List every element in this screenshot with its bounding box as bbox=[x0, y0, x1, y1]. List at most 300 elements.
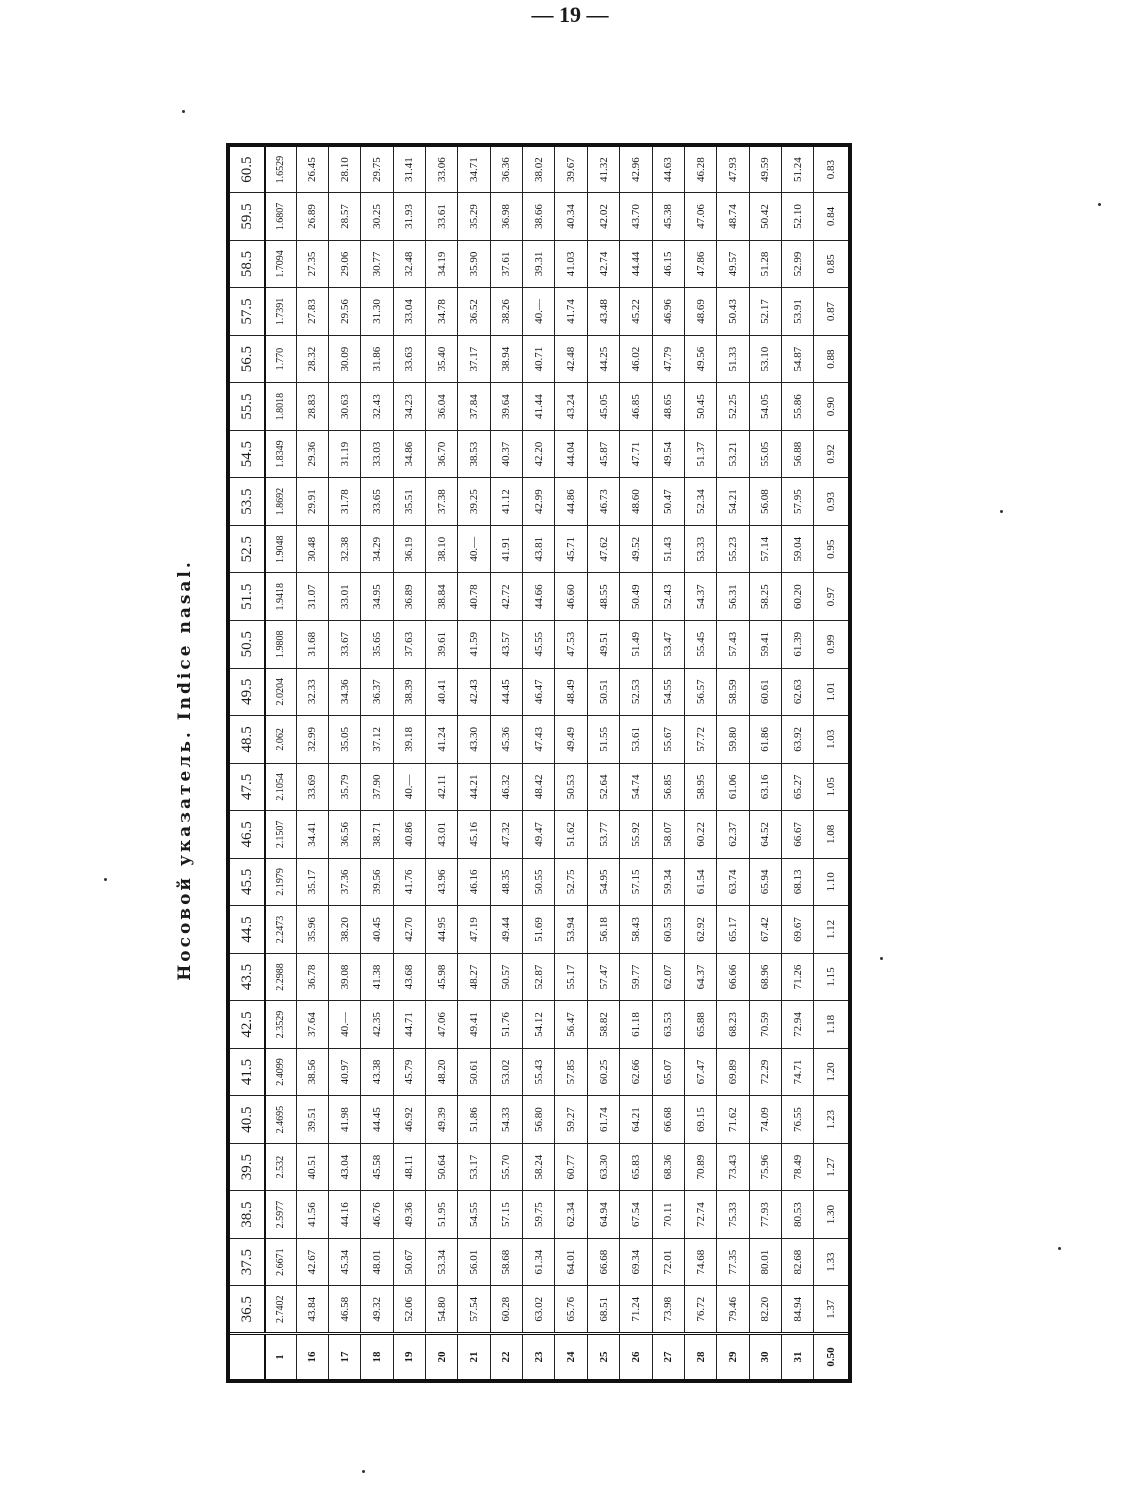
table-cell: 26.45 bbox=[296, 145, 328, 193]
table-cell: 1.8349 bbox=[265, 430, 296, 478]
table-cell: 57.95 bbox=[782, 478, 814, 526]
table-row bbox=[490, 145, 522, 1381]
table-cell: 37.64 bbox=[296, 1001, 328, 1049]
table-cell: 63.16 bbox=[749, 763, 781, 811]
table-cell: 49.51 bbox=[587, 621, 619, 669]
table-cell: 75.96 bbox=[749, 1143, 781, 1191]
table-cell: 39.67 bbox=[555, 145, 587, 193]
table-row bbox=[328, 145, 360, 1381]
row-label: 31 bbox=[782, 1333, 814, 1381]
table-cell: 45.87 bbox=[587, 430, 619, 478]
table-cell: 53.33 bbox=[684, 525, 716, 573]
table-cell: 44.45 bbox=[490, 668, 522, 716]
table-cell: 36.52 bbox=[458, 288, 490, 336]
table-cell: 61.18 bbox=[620, 1001, 652, 1049]
table-cell: 2.2473 bbox=[265, 906, 296, 954]
table-cell: 49.52 bbox=[620, 525, 652, 573]
table-cell: 42.43 bbox=[458, 668, 490, 716]
table-cell: 46.15 bbox=[652, 240, 684, 288]
table-cell: 60.22 bbox=[684, 811, 716, 859]
table-cell: 37.90 bbox=[361, 763, 393, 811]
table-cell: 55.86 bbox=[782, 383, 814, 431]
table-cell: 48.55 bbox=[587, 573, 619, 621]
row-label: 17 bbox=[328, 1333, 360, 1381]
table-cell: 27.35 bbox=[296, 240, 328, 288]
table-cell: 40.— bbox=[328, 1001, 360, 1049]
table-cell: 31.78 bbox=[328, 478, 360, 526]
table-cell: 43.70 bbox=[620, 193, 652, 241]
table-cell: 33.65 bbox=[361, 478, 393, 526]
column-header: 50.5 bbox=[228, 621, 265, 669]
column-header: 46.5 bbox=[228, 811, 265, 859]
table-cell: 31.30 bbox=[361, 288, 393, 336]
table-cell: 51.24 bbox=[782, 145, 814, 193]
speck-mark bbox=[362, 1470, 365, 1473]
table-cell: 0.85 bbox=[814, 240, 850, 288]
table-cell: 29.75 bbox=[361, 145, 393, 193]
table-cell: 51.69 bbox=[523, 906, 555, 954]
table-cell: 66.68 bbox=[587, 1238, 619, 1286]
table-cell: 2.4099 bbox=[265, 1048, 296, 1096]
table-cell: 53.91 bbox=[782, 288, 814, 336]
table-cell: 46.58 bbox=[328, 1286, 360, 1334]
table-cell: 66.66 bbox=[717, 953, 749, 1001]
table-cell: 46.28 bbox=[684, 145, 716, 193]
table-cell: 50.42 bbox=[749, 193, 781, 241]
table-cell: 76.72 bbox=[684, 1286, 716, 1334]
nasal-index-table bbox=[226, 143, 852, 1383]
row-label: 16 bbox=[296, 1333, 328, 1381]
table-cell: 50.51 bbox=[587, 668, 619, 716]
table-cell: 35.40 bbox=[426, 335, 458, 383]
table-cell: 48.11 bbox=[393, 1143, 425, 1191]
table-cell: 65.07 bbox=[652, 1048, 684, 1096]
table-body bbox=[265, 145, 850, 1381]
table-cell: 57.85 bbox=[555, 1048, 587, 1096]
table-cell: 77.93 bbox=[749, 1191, 781, 1239]
table-cell: 65.17 bbox=[717, 906, 749, 954]
table-cell: 55.43 bbox=[523, 1048, 555, 1096]
table-cell: 46.02 bbox=[620, 335, 652, 383]
table-cell: 1.05 bbox=[814, 763, 850, 811]
table-cell: 44.44 bbox=[620, 240, 652, 288]
table-cell: 56.57 bbox=[684, 668, 716, 716]
table-cell: 34.19 bbox=[426, 240, 458, 288]
table-cell: 30.48 bbox=[296, 525, 328, 573]
table-cell: 68.23 bbox=[717, 1001, 749, 1049]
table-cell: 52.10 bbox=[782, 193, 814, 241]
table-cell: 41.59 bbox=[458, 621, 490, 669]
table-cell: 34.41 bbox=[296, 811, 328, 859]
table-cell: 65.94 bbox=[749, 858, 781, 906]
speck-mark bbox=[104, 878, 107, 881]
table-cell: 59.34 bbox=[652, 858, 684, 906]
table-cell: 36.36 bbox=[490, 145, 522, 193]
table-cell: 53.77 bbox=[587, 811, 619, 859]
table-cell: 34.23 bbox=[393, 383, 425, 431]
table-cell: 48.20 bbox=[426, 1048, 458, 1096]
speck-mark bbox=[182, 110, 185, 113]
table-cell: 52.25 bbox=[717, 383, 749, 431]
table-cell: 74.71 bbox=[782, 1048, 814, 1096]
table-cell: 62.92 bbox=[684, 906, 716, 954]
table-cell: 51.49 bbox=[620, 621, 652, 669]
table-cell: 0.92 bbox=[814, 430, 850, 478]
table-cell: 53.10 bbox=[749, 335, 781, 383]
row-label: 29 bbox=[717, 1333, 749, 1381]
table-cell: 59.80 bbox=[717, 716, 749, 764]
table-cell: 30.63 bbox=[328, 383, 360, 431]
table-cell: 56.80 bbox=[523, 1096, 555, 1144]
table-row bbox=[749, 145, 781, 1381]
table-cell: 2.2988 bbox=[265, 953, 296, 1001]
column-header: 38.5 bbox=[228, 1191, 265, 1239]
table-cell: 47.06 bbox=[426, 1001, 458, 1049]
table-cell: 57.54 bbox=[458, 1286, 490, 1334]
column-header: 39.5 bbox=[228, 1143, 265, 1191]
table-cell: 35.65 bbox=[361, 621, 393, 669]
table-cell: 50.55 bbox=[523, 858, 555, 906]
table-cell: 2.3529 bbox=[265, 1001, 296, 1049]
table-cell: 38.39 bbox=[393, 668, 425, 716]
column-header: 59.5 bbox=[228, 193, 265, 241]
row-label: 27 bbox=[652, 1333, 684, 1381]
table-cell: 55.45 bbox=[684, 621, 716, 669]
table-cell: 54.80 bbox=[426, 1286, 458, 1334]
table-cell: 47.86 bbox=[684, 240, 716, 288]
column-header: 42.5 bbox=[228, 1001, 265, 1049]
table-cell: 53.47 bbox=[652, 621, 684, 669]
table-cell: 70.11 bbox=[652, 1191, 684, 1239]
table-cell: 52.87 bbox=[523, 953, 555, 1001]
table-cell: 58.59 bbox=[717, 668, 749, 716]
table-cell: 50.43 bbox=[717, 288, 749, 336]
page-title: Носовой указатель. Indice nasal. bbox=[175, 559, 195, 981]
table-cell: 35.29 bbox=[458, 193, 490, 241]
table-cell: 68.36 bbox=[652, 1143, 684, 1191]
table-cell: 67.54 bbox=[620, 1191, 652, 1239]
table-cell: 69.67 bbox=[782, 906, 814, 954]
table-cell: 1.8692 bbox=[265, 478, 296, 526]
table-cell: 34.36 bbox=[328, 668, 360, 716]
table-cell: 2.6671 bbox=[265, 1238, 296, 1286]
table-cell: 32.48 bbox=[393, 240, 425, 288]
table-cell: 74.09 bbox=[749, 1096, 781, 1144]
speck-mark bbox=[880, 957, 883, 960]
table-cell: 57.15 bbox=[490, 1191, 522, 1239]
table-cell: 1.8018 bbox=[265, 383, 296, 431]
table-cell: 44.21 bbox=[458, 763, 490, 811]
table-cell: 58.68 bbox=[490, 1238, 522, 1286]
table-cell: 52.64 bbox=[587, 763, 619, 811]
column-header: 57.5 bbox=[228, 288, 265, 336]
table-cell: 63.53 bbox=[652, 1001, 684, 1049]
table-cell: 58.43 bbox=[620, 906, 652, 954]
table-cell: 51.55 bbox=[587, 716, 619, 764]
page-number: — 19 — bbox=[531, 2, 609, 27]
table-cell: 44.16 bbox=[328, 1191, 360, 1239]
table-cell: 0.97 bbox=[814, 573, 850, 621]
table-cell: 78.49 bbox=[782, 1143, 814, 1191]
table-cell: 29.91 bbox=[296, 478, 328, 526]
table-cell: 41.76 bbox=[393, 858, 425, 906]
column-header: 51.5 bbox=[228, 573, 265, 621]
table-cell: 45.38 bbox=[652, 193, 684, 241]
table-cell: 36.70 bbox=[426, 430, 458, 478]
table-cell: 47.43 bbox=[523, 716, 555, 764]
table-frame bbox=[226, 143, 852, 1383]
table-cell: 41.12 bbox=[490, 478, 522, 526]
table-cell: 45.98 bbox=[426, 953, 458, 1001]
table-cell: 63.02 bbox=[523, 1286, 555, 1334]
table-cell: 48.42 bbox=[523, 763, 555, 811]
table-cell: 45.34 bbox=[328, 1238, 360, 1286]
table-cell: 47.93 bbox=[717, 145, 749, 193]
table-cell: 51.33 bbox=[717, 335, 749, 383]
column-header: 44.5 bbox=[228, 906, 265, 954]
table-cell: 74.68 bbox=[684, 1238, 716, 1286]
table-cell: 44.45 bbox=[361, 1096, 393, 1144]
table-cell: 54.21 bbox=[717, 478, 749, 526]
table-cell: 63.74 bbox=[717, 858, 749, 906]
table-cell: 68.51 bbox=[587, 1286, 619, 1334]
table-cell: 1.9048 bbox=[265, 525, 296, 573]
table-cell: 64.01 bbox=[555, 1238, 587, 1286]
column-header: 48.5 bbox=[228, 716, 265, 764]
table-cell: 34.95 bbox=[361, 573, 393, 621]
table-cell: 51.28 bbox=[749, 240, 781, 288]
table-cell: 40.86 bbox=[393, 811, 425, 859]
column-header: 40.5 bbox=[228, 1096, 265, 1144]
table-cell: 69.89 bbox=[717, 1048, 749, 1096]
table-cell: 55.70 bbox=[490, 1143, 522, 1191]
table-row bbox=[555, 145, 587, 1381]
table-cell: 44.04 bbox=[555, 430, 587, 478]
table-cell: 48.01 bbox=[361, 1238, 393, 1286]
table-cell: 48.65 bbox=[652, 383, 684, 431]
table-cell: 72.74 bbox=[684, 1191, 716, 1239]
table-cell: 48.74 bbox=[717, 193, 749, 241]
table-cell: 1.18 bbox=[814, 1001, 850, 1049]
column-header: 54.5 bbox=[228, 430, 265, 478]
table-cell: 28.57 bbox=[328, 193, 360, 241]
table-cell: 62.07 bbox=[652, 953, 684, 1001]
table-cell: 49.56 bbox=[684, 335, 716, 383]
table-cell: 72.29 bbox=[749, 1048, 781, 1096]
table-cell: 37.61 bbox=[490, 240, 522, 288]
table-cell: 31.86 bbox=[361, 335, 393, 383]
table-row bbox=[426, 145, 458, 1381]
table-cell: 56.47 bbox=[555, 1001, 587, 1049]
table-cell: 55.17 bbox=[555, 953, 587, 1001]
table-cell: 2.0204 bbox=[265, 668, 296, 716]
table-cell: 82.20 bbox=[749, 1286, 781, 1334]
table-cell: 44.71 bbox=[393, 1001, 425, 1049]
table-cell: 52.34 bbox=[684, 478, 716, 526]
table-cell: 42.35 bbox=[361, 1001, 393, 1049]
table-cell: 50.49 bbox=[620, 573, 652, 621]
table-cell: 59.41 bbox=[749, 621, 781, 669]
table-cell: 65.76 bbox=[555, 1286, 587, 1334]
table-cell: 59.75 bbox=[523, 1191, 555, 1239]
table-cell: 70.59 bbox=[749, 1001, 781, 1049]
table-cell: 73.43 bbox=[717, 1143, 749, 1191]
table-cell: 51.76 bbox=[490, 1001, 522, 1049]
column-header: 47.5 bbox=[228, 763, 265, 811]
column-header: 37.5 bbox=[228, 1238, 265, 1286]
table-cell: 64.52 bbox=[749, 811, 781, 859]
table-cell: 54.95 bbox=[587, 858, 619, 906]
table-cell: 59.27 bbox=[555, 1096, 587, 1144]
table-cell: 61.39 bbox=[782, 621, 814, 669]
table-cell: 1.15 bbox=[814, 953, 850, 1001]
table-cell: 50.47 bbox=[652, 478, 684, 526]
column-header: 58.5 bbox=[228, 240, 265, 288]
table-cell: 1.20 bbox=[814, 1048, 850, 1096]
table-cell: 46.60 bbox=[555, 573, 587, 621]
table-cell: 49.47 bbox=[523, 811, 555, 859]
table-cell: 39.25 bbox=[458, 478, 490, 526]
table-cell: 36.89 bbox=[393, 573, 425, 621]
table-row bbox=[296, 145, 328, 1381]
speck-mark bbox=[1098, 203, 1101, 206]
table-cell: 49.49 bbox=[555, 716, 587, 764]
table-cell: 54.37 bbox=[684, 573, 716, 621]
table-cell: 40.45 bbox=[361, 906, 393, 954]
table-cell: 60.20 bbox=[782, 573, 814, 621]
table-cell: 49.36 bbox=[393, 1191, 425, 1239]
table-cell: 30.77 bbox=[361, 240, 393, 288]
row-label: 21 bbox=[458, 1333, 490, 1381]
table-cell: 43.48 bbox=[587, 288, 619, 336]
table-cell: 29.36 bbox=[296, 430, 328, 478]
table-cell: 45.05 bbox=[587, 383, 619, 431]
table-cell: 45.58 bbox=[361, 1143, 393, 1191]
row-label: 23 bbox=[523, 1333, 555, 1381]
table-cell: 58.25 bbox=[749, 573, 781, 621]
table-cell: 45.16 bbox=[458, 811, 490, 859]
table-cell: 46.73 bbox=[587, 478, 619, 526]
table-cell: 65.27 bbox=[782, 763, 814, 811]
row-label: 26 bbox=[620, 1333, 652, 1381]
table-cell: 51.95 bbox=[426, 1191, 458, 1239]
table-cell: 66.67 bbox=[782, 811, 814, 859]
table-cell: 55.92 bbox=[620, 811, 652, 859]
table-cell: 42.67 bbox=[296, 1238, 328, 1286]
table-cell: 48.27 bbox=[458, 953, 490, 1001]
table-cell: 1.01 bbox=[814, 668, 850, 716]
speck-mark bbox=[1000, 510, 1003, 513]
table-cell: 43.24 bbox=[555, 383, 587, 431]
table-cell: 47.06 bbox=[684, 193, 716, 241]
table-cell: 31.41 bbox=[393, 145, 425, 193]
row-label: 0.50 bbox=[814, 1333, 850, 1381]
table-cell: 56.08 bbox=[749, 478, 781, 526]
table-cell: 39.31 bbox=[523, 240, 555, 288]
table-cell: 68.96 bbox=[749, 953, 781, 1001]
table-cell: 1.27 bbox=[814, 1143, 850, 1191]
table-cell: 30.09 bbox=[328, 335, 360, 383]
table-cell: 43.68 bbox=[393, 953, 425, 1001]
table-cell: 47.62 bbox=[587, 525, 619, 573]
table-cell: 37.36 bbox=[328, 858, 360, 906]
table-cell: 57.14 bbox=[749, 525, 781, 573]
table-cell: 39.61 bbox=[426, 621, 458, 669]
table-cell: 46.47 bbox=[523, 668, 555, 716]
table-row bbox=[523, 145, 555, 1381]
table-cell: 35.79 bbox=[328, 763, 360, 811]
table-cell: 52.53 bbox=[620, 668, 652, 716]
table-cell: 58.95 bbox=[684, 763, 716, 811]
table-cell: 58.82 bbox=[587, 1001, 619, 1049]
table-cell: 53.34 bbox=[426, 1238, 458, 1286]
table-cell: 0.88 bbox=[814, 335, 850, 383]
table-cell: 36.98 bbox=[490, 193, 522, 241]
table-cell: 60.53 bbox=[652, 906, 684, 954]
table-cell: 54.87 bbox=[782, 335, 814, 383]
table-cell: 65.88 bbox=[684, 1001, 716, 1049]
table-cell: 44.25 bbox=[587, 335, 619, 383]
table-cell: 1.03 bbox=[814, 716, 850, 764]
table-row bbox=[620, 145, 652, 1381]
table-row bbox=[393, 145, 425, 1381]
row-label: 19 bbox=[393, 1333, 425, 1381]
table-cell: 37.84 bbox=[458, 383, 490, 431]
table-cell: 1.7391 bbox=[265, 288, 296, 336]
table-cell: 33.04 bbox=[393, 288, 425, 336]
table-cell: 38.02 bbox=[523, 145, 555, 193]
table-cell: 47.19 bbox=[458, 906, 490, 954]
table-cell: 35.51 bbox=[393, 478, 425, 526]
table-cell: 37.63 bbox=[393, 621, 425, 669]
table-cell: 0.95 bbox=[814, 525, 850, 573]
table-cell: 34.86 bbox=[393, 430, 425, 478]
table-cell: 0.83 bbox=[814, 145, 850, 193]
table-cell: 46.92 bbox=[393, 1096, 425, 1144]
table-cell: 46.96 bbox=[652, 288, 684, 336]
table-cell: 55.67 bbox=[652, 716, 684, 764]
table-cell: 36.78 bbox=[296, 953, 328, 1001]
table-cell: 50.57 bbox=[490, 953, 522, 1001]
table-cell: 38.71 bbox=[361, 811, 393, 859]
table-cell: 42.02 bbox=[587, 193, 619, 241]
table-cell: 49.41 bbox=[458, 1001, 490, 1049]
column-header: 53.5 bbox=[228, 478, 265, 526]
table-cell: 38.84 bbox=[426, 573, 458, 621]
table-cell: 46.76 bbox=[361, 1191, 393, 1239]
column-header: 56.5 bbox=[228, 335, 265, 383]
table-cell: 39.08 bbox=[328, 953, 360, 1001]
table-cell: 30.25 bbox=[361, 193, 393, 241]
corner-cell bbox=[228, 1333, 265, 1381]
table-cell: 40.37 bbox=[490, 430, 522, 478]
table-cell: 32.43 bbox=[361, 383, 393, 431]
table-cell: 41.98 bbox=[328, 1096, 360, 1144]
table-cell: 39.18 bbox=[393, 716, 425, 764]
table-cell: 32.99 bbox=[296, 716, 328, 764]
table-cell: 54.33 bbox=[490, 1096, 522, 1144]
table-cell: 57.15 bbox=[620, 858, 652, 906]
table-cell: 40.41 bbox=[426, 668, 458, 716]
table-cell: 41.74 bbox=[555, 288, 587, 336]
table-cell: 46.85 bbox=[620, 383, 652, 431]
table-cell: 41.03 bbox=[555, 240, 587, 288]
table-cell: 42.48 bbox=[555, 335, 587, 383]
table-cell: 38.53 bbox=[458, 430, 490, 478]
table-cell: 45.55 bbox=[523, 621, 555, 669]
table-cell: 0.99 bbox=[814, 621, 850, 669]
table-cell: 62.34 bbox=[555, 1191, 587, 1239]
